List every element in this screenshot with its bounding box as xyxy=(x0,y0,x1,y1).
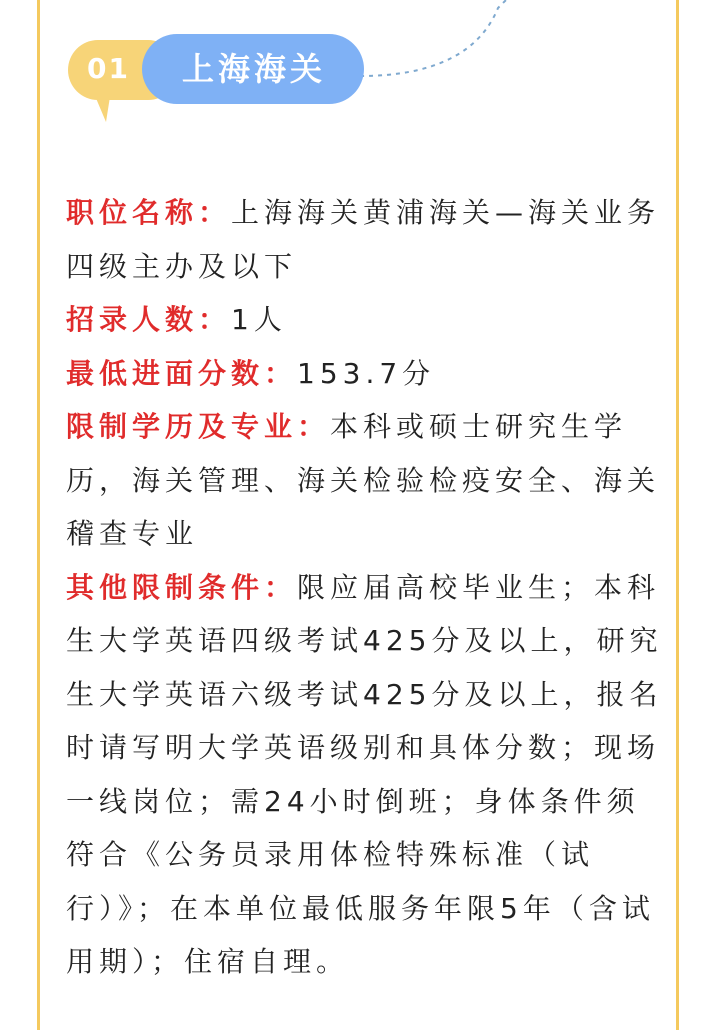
field-education-major xyxy=(66,400,666,561)
field-label: 招录人数： xyxy=(66,303,232,336)
field-label: 其他限制条件： xyxy=(66,570,298,604)
field-label: 最低进面分数： xyxy=(66,356,298,390)
field-other-conditions xyxy=(66,561,666,989)
field-value: 上海海关黄浦海关—海关业务四级主办及以下 xyxy=(66,196,661,283)
job-details xyxy=(66,186,666,989)
section-title: 上海海关 xyxy=(181,50,326,88)
field-value: 153.7分 xyxy=(297,356,436,390)
section-badge xyxy=(68,32,368,106)
field-value: 本科或硕士研究生学历，海关管理、海关检验检疫安全、海关稽查专业 xyxy=(66,410,661,550)
field-label: 职位名称： xyxy=(66,196,232,229)
field-position-name xyxy=(66,186,666,293)
section-number: 01 xyxy=(87,52,130,85)
field-recruit-count xyxy=(66,293,666,347)
field-value: 1人 xyxy=(231,303,287,336)
field-min-score xyxy=(66,347,666,401)
field-value: 限应届高校毕业生；本科生大学英语四级考试425分及以上，研究生大学英语六级考试425分及以上，报名时请写明大学英语级别和具体分数；现场一线岗位；需24小时倒班；身体条件须符合《公务员录用体检特殊标准（试行）》；在本单位最低服务年限5年（含试用期）；住宿自理。 xyxy=(66,570,663,978)
field-label: 限制学历及专业： xyxy=(66,410,331,443)
